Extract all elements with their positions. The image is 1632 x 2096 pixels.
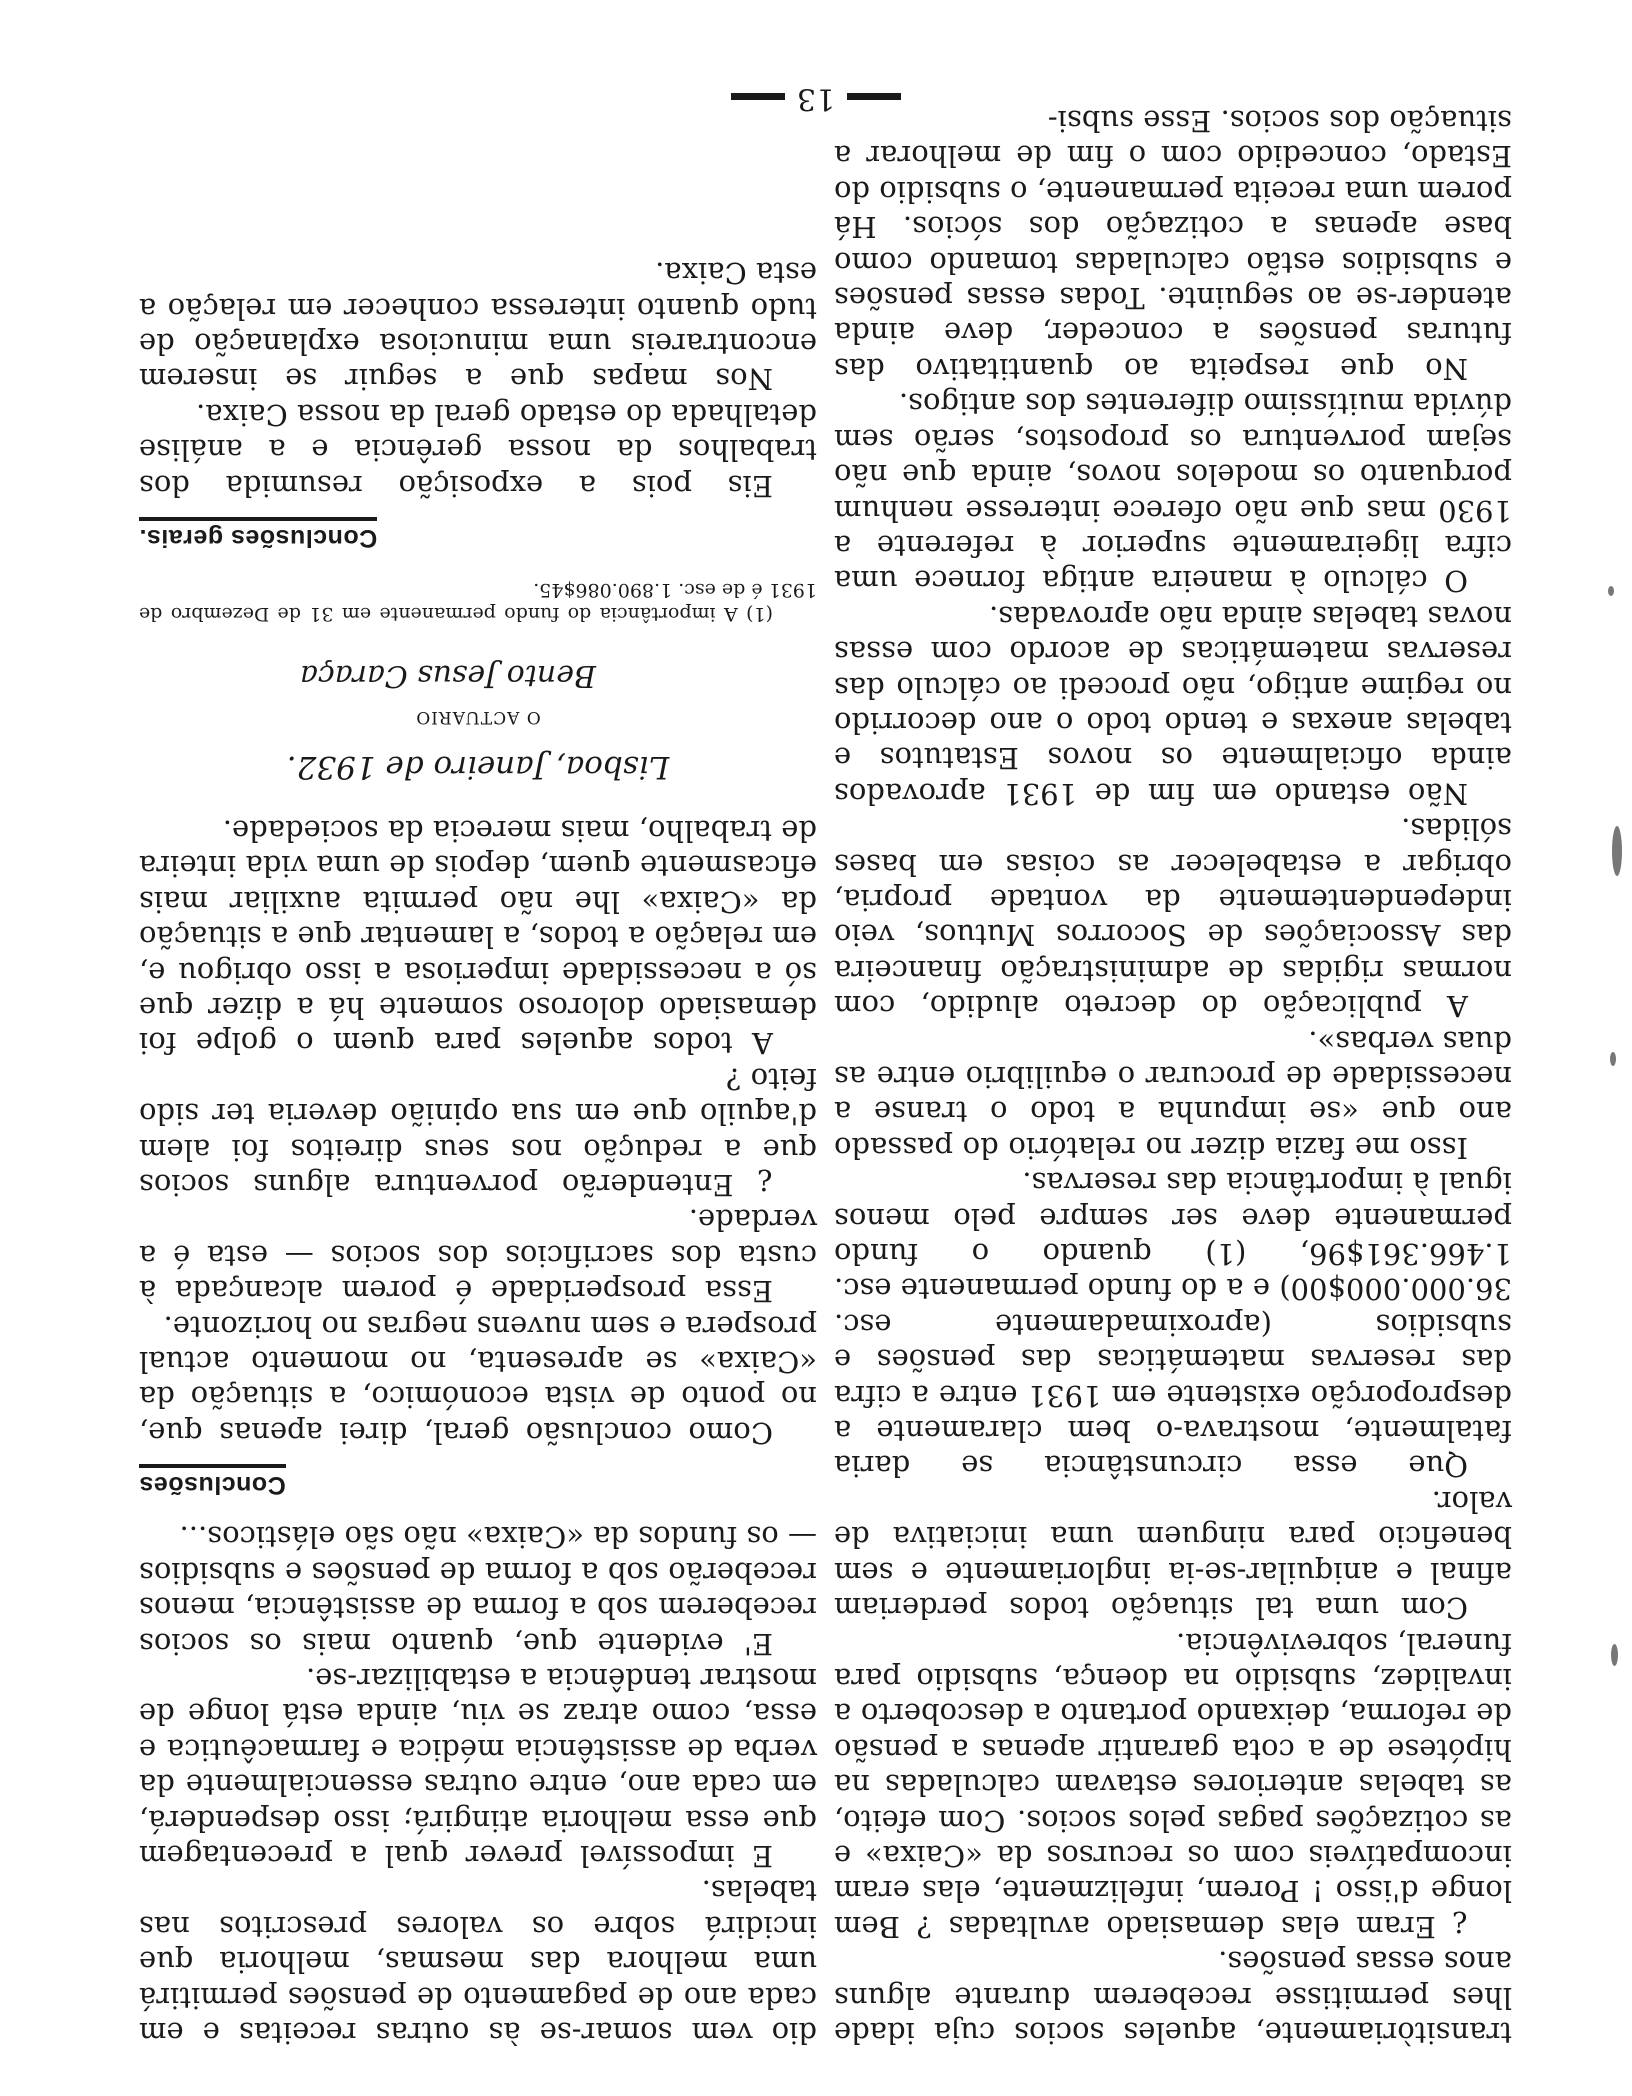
signature-role: O ACTUARIO bbox=[415, 706, 541, 727]
paragraph: O cálculo à maneira antiga fornece uma cifra ligeiramente superior à referente a 1930 mas que não oferece interesse nenhum porquanto os modelos novos, ainda que não sejam porventura os propostos, serão sem dúvida muitíssimo diferentes dos antigos. bbox=[834, 387, 1512, 599]
signature-place-date: Lisboa, Janeiro de 1932. bbox=[286, 748, 670, 785]
dash-left bbox=[847, 94, 901, 101]
dash-right bbox=[731, 94, 785, 101]
paragraph: transitòriamente, aqueles socios cuja idade lhes permitisse receberem durante alguns anos essas pensões. bbox=[834, 1945, 1512, 2050]
left-column bbox=[834, 103, 1512, 2050]
paragraph: E impossível prever qual a precentagem que essa melhoria atingirá; isso despenderá, em cada ano, entre outras essencialmente da verba de assistência médica e farmacêutica e essa, como atraz se viu, ainda está longe de mostrar tendência a estabilizar-se. bbox=[139, 1661, 817, 1873]
paragraph: Essa prosperidade é porem alcançada à custa dos sacrificios dos socios — esta é a verdade. bbox=[139, 1203, 817, 1309]
paragraph: No que respeita ao quantitativo das futuras pensões a conceder, deve ainda atender-se ao seguinte. Todas essas pensões e subsidios estão calculadas tomando como base apenas a cotização dos sócios. Há porem uma receita permanente, o subsidio do Estado, concedido com o fim de melhorar a situação dos socios. Esse subsi- bbox=[834, 104, 1512, 386]
paragraph: dio vem somar-se às outras receitas e em cada ano de pagamento de pensões permitirá uma melhora das mesmas, melhoria que incidirá sobre os valores prescritos nas tabelas. bbox=[139, 1874, 817, 2050]
paragraph: ¿ Eram elas demasiado avultadas ? Bem longe d'isso ! Porem, infelizmente, elas eram incompatíveis com os recursos da «Caixa» e as cotizações pagas pelos socios. Com efeito, as tabelas anteriores estavam calculadas na hipótese de a cota garantir apenas a pensão de reforma, deixando portanto a descoberto a invalidez, subsidio na doença, subsidio para funeral, sobrevivência. bbox=[834, 1626, 1512, 1944]
paragraph: Com uma tal situação todos perderiam afinal e aniquilar-se-ia ingloriamente e sem beneficio para ninguem uma iniciativa de valor. bbox=[834, 1484, 1512, 1626]
paragraph: Eis pois a exposição resumida dos trabalhos da nossa gerência e a análise detalhada do estado geral da nossa Caixa. bbox=[139, 397, 817, 503]
page-number bbox=[0, 81, 1632, 116]
scan-speck bbox=[1610, 1052, 1616, 1066]
footnote: (1) A importância do fundo permanente em 31 de Dezembro de 1931 é de esc. 1.890.086$45. bbox=[139, 578, 817, 625]
right-column bbox=[139, 255, 817, 2050]
page-number-text: 13 bbox=[796, 81, 836, 116]
signature-name: Bento Jesus Caraça bbox=[300, 657, 596, 693]
paragraph: Como conclusão geral, direi apenas que, no ponto de vista económico, a situação da «Caixa» se apresenta, no momento actual prospera e sem nuvens negras no horizonte. bbox=[139, 1309, 817, 1450]
paragraph: A todos aqueles para quem o golpe foi demasiado doloroso somente há a dizer que só a necessidade imperiosa a isso obrigou e, em relação a todos, a lamentar que a situação da «Caixa» lhe não permita auxiliar mais eficasmente quem, depois de uma vida inteira de trabalho, mais merecia da sociedade. bbox=[139, 814, 817, 1061]
paragraph: Que essa circunstância se daria fatalmente, mostrava-o bem claramente a desproporção existente em 1931 entre a cifra das reservas matemáticas das pensões e subsidios (aproximadamente esc. 36.000.000$00) e a do fundo permanente esc. 1.466.361$96, (1) quando o fundo permanente deve ser sempre pelo menos igual à importância das reservas. bbox=[834, 1166, 1512, 1484]
paragraph: E' evidente que, quanto mais os socios receberem sob a forma de assistência, menos receberão sob a forma de pensões e subsidios — os fundos da «Caixa» não são elásticos... bbox=[139, 1520, 817, 1661]
section-heading-conclusoes-gerais: Conclusões gerais. bbox=[139, 517, 377, 552]
scan-speck bbox=[1608, 586, 1614, 596]
scan-speck bbox=[1611, 1644, 1618, 1666]
paragraph: Não estando em fim de 1931 aprovados ainda oficialmente os novos Estatutos e tabelas anexas e tendo todo o ano decorrido no regime antigo, não procedi ao cálculo das reservas matemáticas de acordo com essas novas tabelas ainda não aprovadas. bbox=[834, 599, 1512, 811]
scan-speck bbox=[1612, 826, 1622, 876]
paragraph: A publicação do decreto aludido, com normas rigidas de administração financeira das Associações de Socorros Mutuos, veio independentemente da vontade propria, obrigar a estabelecer as coisas em bases sólidas. bbox=[834, 812, 1512, 1024]
section-heading-conclusoes: Conclusões bbox=[139, 1464, 286, 1499]
paragraph: Isso me fazia dizer no relatório do passado ano que «se impunha a todo o transe a necessidade de procurar o equilibrio entre as duas verbas». bbox=[834, 1024, 1512, 1165]
paragraph: Nos mapas que a seguir se inserem encontrareis uma minuciosa explanação de tudo quanto interessa conhecer em relação a esta Caixa. bbox=[139, 256, 817, 397]
paragraph: ¿ Entenderão porventura alguns socios que a redução nos seus direitos foi alem d'aquilo que em sua opinião deveria ter sido feito ? bbox=[139, 1061, 817, 1203]
